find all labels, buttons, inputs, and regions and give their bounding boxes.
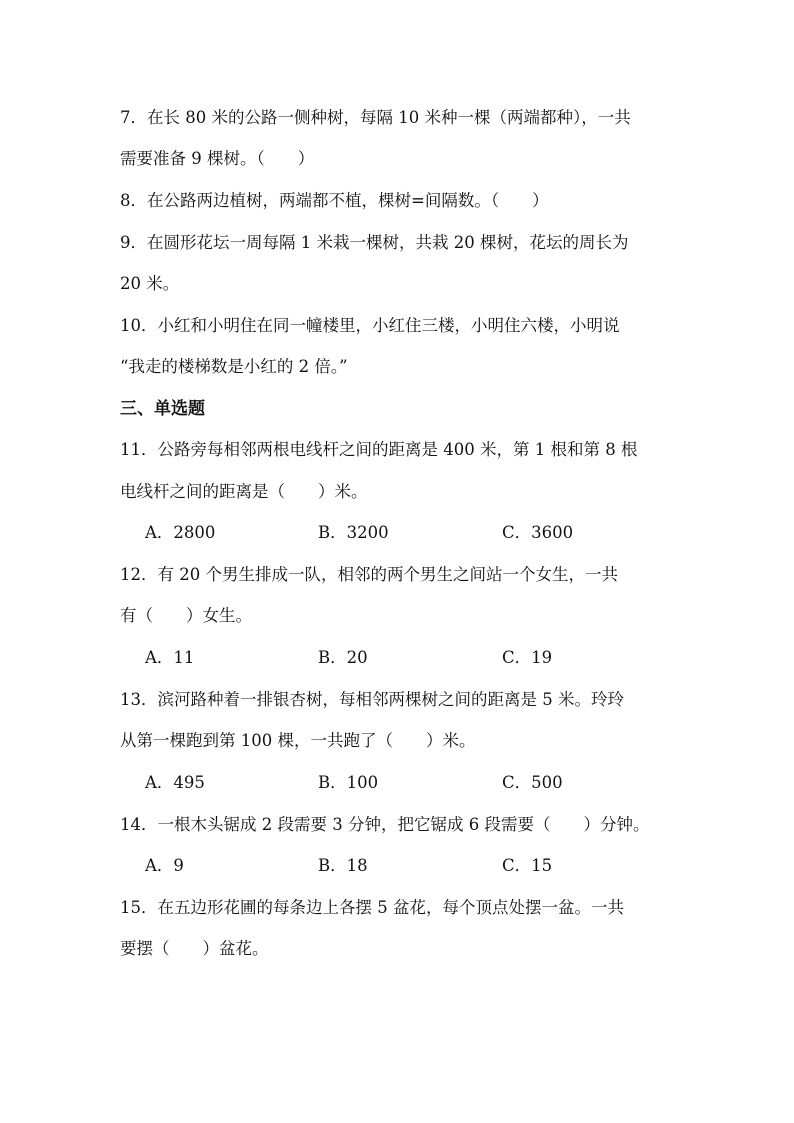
question-text: 9．在圆形花坛一周每隔 1 米栽一棵树，共栽 20 棵树，花坛的周长为 — [120, 233, 629, 252]
question-text: 15．在五边形花圃的每条边上各摆 5 盆花，每个顶点处摆一盆。一共 — [120, 898, 624, 917]
question-text: 7．在长 80 米的公路一侧种树，每隔 10 米种一棵（两端都种），一共 — [120, 108, 631, 127]
question-text: 13．滨河路种着一排银杏树，每相邻两棵树之间的距离是 5 米。玲玲 — [120, 690, 624, 709]
option-c: C．500 — [502, 773, 563, 792]
question-text: 8．在公路两边植树，两端都不植，棵树=间隔数。（ ） — [120, 191, 549, 210]
question-text: 电线杆之间的距离是（ ）米。 — [120, 482, 368, 501]
option-c: C．3600 — [502, 523, 574, 542]
option-b: B．18 — [318, 856, 368, 875]
option-b: B．20 — [318, 648, 368, 667]
question-text: 20 米。 — [120, 274, 180, 293]
option-b: B．100 — [318, 773, 379, 792]
option-a: A．9 — [145, 856, 184, 875]
option-c: C．15 — [502, 856, 553, 875]
question-text: 14．一根木头锯成 2 段需要 3 分钟，把它锯成 6 段需要（ ）分钟。 — [120, 815, 650, 834]
option-b: B．3200 — [318, 523, 389, 542]
question-text: 10．小红和小明住在同一幢楼里，小红住三楼，小明住六楼，小明说 — [120, 316, 620, 335]
question-text: 需要准备 9 棵树。（ ） — [120, 149, 315, 168]
option-a: A．2800 — [145, 523, 216, 542]
question-text: “我走的楼梯数是小红的 2 倍。” — [120, 357, 348, 376]
section-title: 三、单选题 — [120, 399, 205, 419]
question-text: 12．有 20 个男生排成一队，相邻的两个男生之间站一个女生，一共 — [120, 565, 618, 584]
option-c: C．19 — [502, 648, 553, 667]
question-text: 从第一棵跑到第 100 棵，一共跑了（ ）米。 — [120, 731, 476, 750]
question-text: 有（ ）女生。 — [120, 606, 252, 625]
option-a: A．495 — [145, 773, 205, 792]
question-text: 11．公路旁每相邻两根电线杆之间的距离是 400 米，第 1 根和第 8 根 — [120, 440, 638, 459]
question-text: 要摆（ ）盆花。 — [120, 939, 269, 958]
option-a: A．11 — [145, 648, 195, 667]
